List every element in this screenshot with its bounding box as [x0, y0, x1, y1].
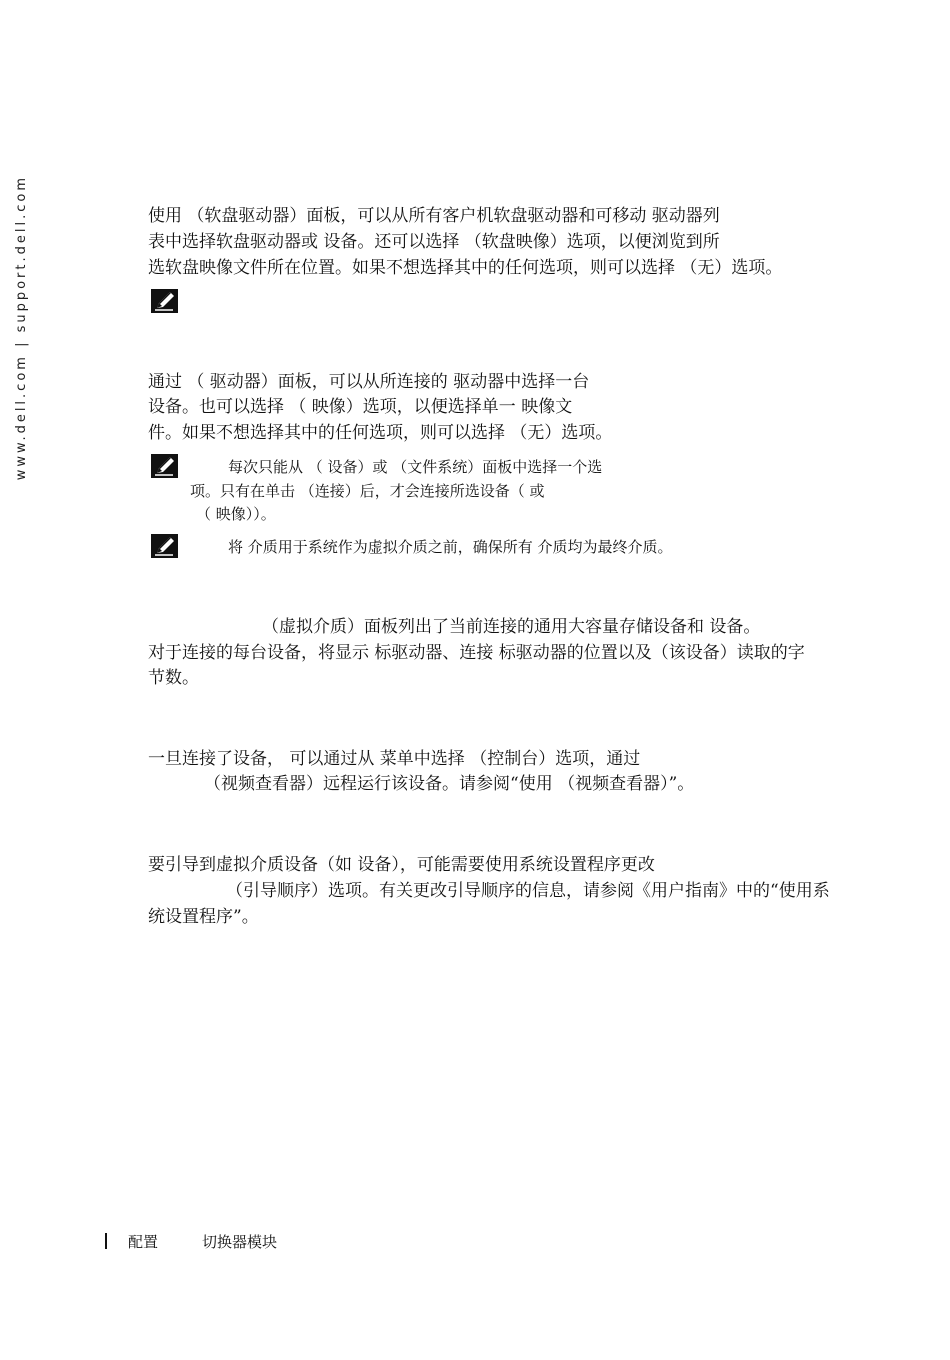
paragraph-line: 统设置程序”。 [148, 907, 259, 927]
paragraph-line: 通过 （ 驱动器）面板，可以从所连接的 驱动器中选择一台 [148, 372, 590, 392]
note-line: 项。只有在单击 （连接）后，才会连接所选设备（ 或 [190, 482, 545, 500]
paragraph-line: 件。如果不想选择其中的任何选项，则可以选择 （无）选项。 [148, 423, 613, 443]
paragraph-line: 一旦连接了设备， 可以通过从 菜单中选择 （控制台）选项，通过 [148, 749, 641, 769]
note-line: （ 映像））。 [196, 505, 276, 523]
paragraph-line: 设备。也可以选择 （ 映像）选项，以便选择单一 映像文 [148, 397, 573, 417]
note-pencil-icon [151, 534, 178, 558]
paragraph-line: 选软盘映像文件所在位置。如果不想选择其中的任何选项，则可以选择 （无）选项。 [148, 258, 783, 278]
sidebar-url: www.dell.com | support.dell.com [14, 175, 29, 481]
note-pencil-icon [151, 454, 178, 478]
note-pencil-icon [151, 289, 178, 313]
note-line: 每次只能从 （ 设备）或 （文件系统）面板中选择一个选 [228, 458, 603, 476]
paragraph-line: 表中选择软盘驱动器或 设备。还可以选择 （软盘映像）选项，以便浏览到所 [148, 232, 720, 252]
paragraph-line: 要引导到虚拟介质设备（如 设备），可能需要使用系统设置程序更改 [148, 855, 655, 875]
paragraph-line: 使用 （软盘驱动器）面板，可以从所有客户机软盘驱动器和可移动 驱动器列 [148, 206, 720, 226]
paragraph-line: 节数。 [148, 668, 199, 688]
footer-title: 切换器模块 [202, 1233, 278, 1251]
footer-chapter: 配置 [128, 1233, 159, 1251]
paragraph-line: （引导顺序）选项。有关更改引导顺序的信息，请参阅《用户指南》中的“使用系 [226, 881, 830, 901]
footer-divider [105, 1233, 107, 1249]
paragraph-line: （视频查看器）远程运行该设备。请参阅“使用 （视频查看器）”。 [204, 774, 695, 794]
paragraph-line: 对于连接的每台设备，将显示 标驱动器、连接 标驱动器的位置以及（该设备）读取的字 [148, 643, 805, 663]
note-line: 将 介质用于系统作为虚拟介质之前，确保所有 介质均为最终介质。 [228, 538, 673, 556]
paragraph-line: （虚拟介质）面板列出了当前连接的通用大容量存储设备和 设备。 [262, 617, 761, 637]
